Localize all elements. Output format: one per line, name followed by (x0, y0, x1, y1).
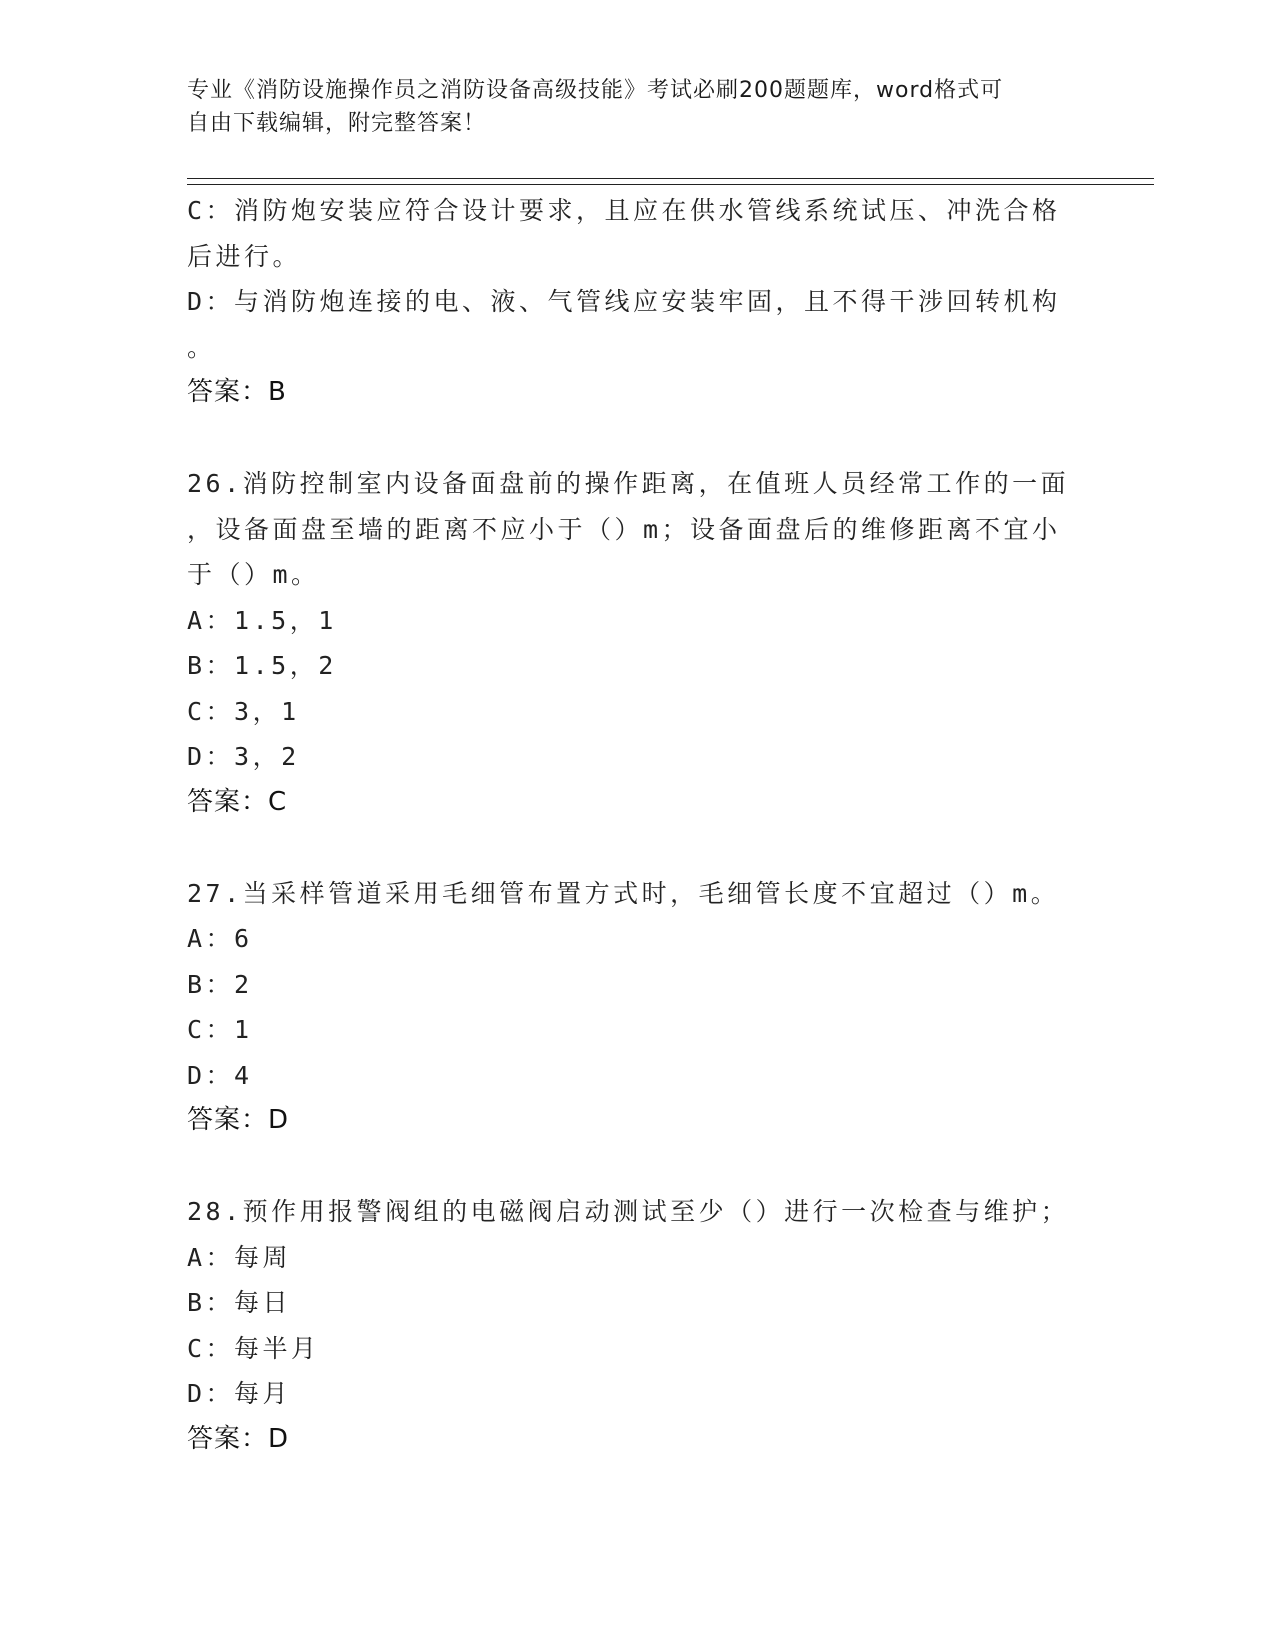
question-stem: ，设备面盘至墙的距离不应小于（）m；设备面盘后的维修距离不宜小 (187, 514, 1061, 544)
answer-line: 答案：D (187, 1105, 290, 1135)
option-c-continued: 后进行。 (187, 241, 302, 271)
option-a: A：1.5，1 (187, 605, 337, 635)
question-stem: 27.当采样管道采用毛细管布置方式时，毛细管长度不宜超过（）m。 (187, 878, 1060, 908)
option-a: A：6 (187, 924, 253, 953)
option-d-continued: 。 (187, 332, 216, 362)
option-b: B：2 (187, 969, 253, 999)
option-d: D：4 (187, 1060, 253, 1090)
header-divider-bottom (187, 184, 1154, 185)
answer-line: 答案：C (187, 786, 288, 817)
header-divider-top (187, 178, 1154, 179)
option-d: D：与消防炮连接的电、液、气管线应安装牢固，且不得干涉回转机构 (187, 287, 1061, 316)
header-title-line-1: 专业《消防设施操作员之消防设备高级技能》考试必刷200题题库，word格式可 (187, 78, 1004, 103)
document-header (187, 74, 1067, 140)
option-c: C：3，1 (187, 696, 300, 726)
question-stem: 于（）m。 (187, 560, 320, 589)
question-stem: 28.预作用报警阀组的电磁阀启动测试至少（）进行一次检查与维护； (187, 1197, 1070, 1226)
question-26 (187, 461, 1087, 825)
question-stem: 26.消防控制室内设备面盘前的操作距离，在值班人员经常工作的一面 (187, 469, 1070, 498)
option-a: A：每周 (187, 1242, 292, 1272)
answer-line: 答案：D (187, 1423, 290, 1454)
option-d: D：每月 (187, 1379, 292, 1408)
header-title-line-2: 自由下载编辑，附完整答案！ (187, 111, 487, 136)
question-25-continued (187, 188, 1087, 416)
option-b: B：1.5，2 (187, 651, 337, 680)
option-c: C：1 (187, 1015, 253, 1044)
question-28 (187, 1189, 1087, 1462)
option-b: B：每日 (187, 1288, 292, 1317)
option-c: C：消防炮安装应符合设计要求，且应在供水管线系统试压、冲洗合格 (187, 196, 1061, 225)
answer-line: 答案：B (187, 377, 287, 407)
question-content (187, 188, 1087, 1462)
question-27 (187, 871, 1087, 1144)
option-c: C：每半月 (187, 1333, 320, 1363)
option-d: D：3，2 (187, 742, 300, 771)
